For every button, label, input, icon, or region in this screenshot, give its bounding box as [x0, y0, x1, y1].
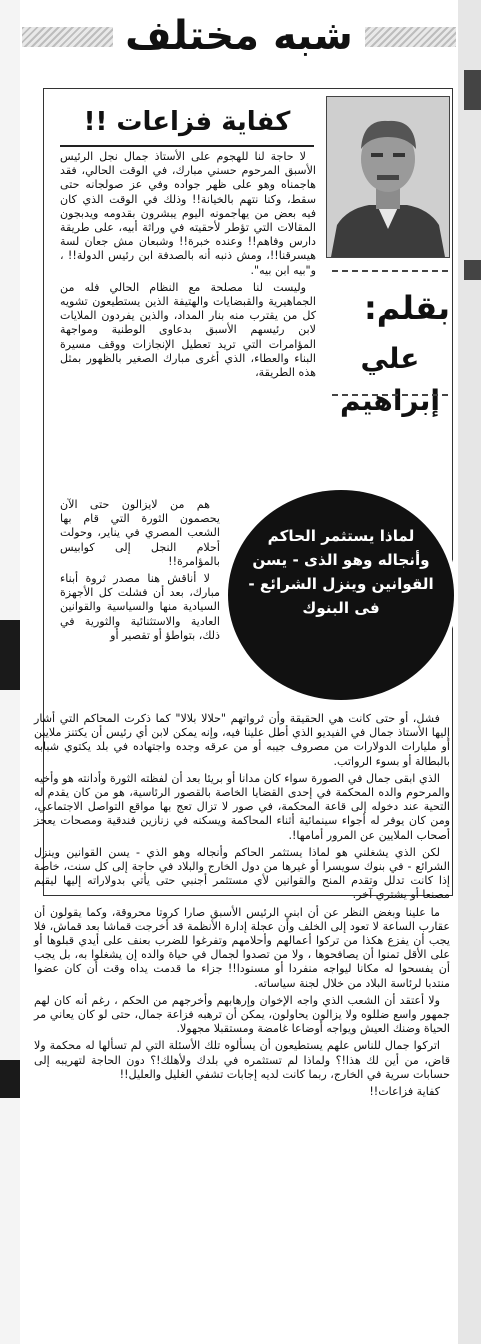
byline-divider: [332, 270, 448, 272]
paragraph: لا حاجة لنا للهجوم على الأستاذ جمال نجل الرئيس الأسبق المرحوم حسني مبارك، في الوقت الحالي، فقد هاجمناه وهو على ظهر جواده وفي عز صولجانه حتى سقط، وكنا نتهم بالخيانة!! وذلك في الوقت الذي كان فيه بعض من يهاجمونه اليوم يبشرون بقدومه ويدبجون المقالات التي تؤطر لأحقيته في وراثة أبيه، على طريقة دارس وفاهم!! وعنده خبرة!! وشبعان مش جعان لسة هيسرقنا!!، ومش ذنبه أنه بالصدفة ابن رئيس الدولة!! ، و"بيه ابن بيه".: [60, 150, 316, 277]
paragraph: وليست لنا مصلحة مع النظام الحالي فله من الجماهيرية والقبضايات والهتيفة الذين يستطيعون تشويه كل من يقترب منه بنار المداد، والذين يفردون الملايات لابن رئيسهم الأسبق بدعاوى الوطنية ومواجهة المؤامرات التي تريد تعطيل الإنجازات ووقف مسيرة البناء والعطاء، الذي أغرى مبارك الصغير بالظهور بمثل هذه الطريقة،: [60, 280, 316, 380]
left-edge-mark: [0, 1060, 20, 1098]
paragraph: ما علينا وبغض النظر عن أن ابني الرئيس الأسبق صارا كروتا محروقة، وكما يقولون أن عقارب الساعة لا تعود إلى الخلف وأن عجلة إدارة الأنظمة قد أخرجت قماشا بعد قماش، فلا يجب أن يفزع هكذا من تركوا أعمالهم وأحلامهم وتفرغوا للضرب بعنف على أيدي قبلوها أو على الأقل تمنوا أن يصافحوها ، ولا من تصدوا لجمال في حياة والده إن يشغلوا به، بل يجب أن يفسحوا له مكانا ليواجه منفردا أو مسنودا!! جزاء ما قدمت يداه وقت أن كان عضوا منتدبا لرئاسة البلاد من خلال لجنة سياساته.: [34, 905, 450, 990]
paragraph: اتركوا جمال للناس علهم يستطيعون أن يسألوه تلك الأسئلة التي لم تسألها له محكمة ولا قاض، من أين لك هذا!؟ ولماذا لم تستثمره في بلدك ولأهلك!؟ دون الحاجة لتهريبه إلى حسابات سرية في الخارج، ربما كانت لديه إجابات تشفي الغليل والعليل!!: [34, 1039, 450, 1081]
author-portrait-icon: [327, 97, 449, 257]
byline-label: بقلم:: [364, 289, 450, 327]
pull-quote: لماذا يستثمر الحاكم وأنجاله وهو الذى - يسن القوانين وينزل الشرائع - فى البنوك: [228, 490, 454, 700]
right-edge-mark: [464, 70, 481, 110]
article-text-top: [60, 150, 316, 383]
paragraph: لا أناقش هنا مصدر ثروة أبناء مبارك، بعد أن فشلت كل الأجهزة السيادية منها والسياسية والقوانين العادية والاستثنائية والثورية في ذلك، بتواطؤ أو تقصير أو: [60, 572, 220, 642]
paragraph: هم من لايزالون حتى الآن يحصمون الثورة التي قام بها الشعب المصري في يناير، وحولت أحلام النجل إلى كوابيس بالمؤامرة!!: [60, 498, 220, 568]
author-photo: [326, 96, 450, 258]
right-edge-mark: [464, 260, 481, 280]
paragraph: فشل، أو حتى كانت هي الحقيقة وأن ثرواتهم "حلالا بلالا" كما ذكرت المحاكم التي أشار إليها الأستاذ جمال في الفيديو الذي أطل علينا فيه، وإنه يمكن لابن أي رئيس أن يكتنز ملايين أو مليارات الدولارات من مصروف جيبه أو من عرقه وجده واجتهاده في بلد يكتوي شبابه بالبطالة أو بسوء الرواتب.: [34, 712, 450, 768]
paragraph: ولا أعتقد أن الشعب الذي واجه الإخوان وإرهابهم وأخرجهم من الحكم ، رغم أنه كان لهم جمهور واسع ضللوه ولا يزالون يحاولون، يمكن أن ترهبه فزاعة جمال، حتى لو كان يعاني مر الحياة وضنك العيش ويواجه أوضاعا غامضة ومستقبلا مجهولا.: [34, 993, 450, 1036]
column-header: [22, 5, 456, 67]
column-title: [22, 5, 456, 67]
column-title-text: شبه مختلف: [113, 13, 365, 59]
right-page-edge: [458, 0, 481, 1344]
paragraph: لكن الذي يشغلني هو لماذا يستثمر الحاكم وأنجاله وهو الذي - يسن القوانين وينزل الشرائع - في بنوك سويسرا أو غيرها من دول الخارج والبلاد في حاجة إلى كل سنت، خاصة إذا كانت تدلل وتقدم المنح والقوانين لأي مستثمر أجنبي حتى يأتي بدولاراته إليها ليقيم مصنعا أو يشتري آخر.: [34, 845, 450, 902]
left-edge-mark: [0, 620, 20, 690]
article-headline: كفاية فزاعات !!: [60, 99, 314, 147]
author-name: علي إبراهيم: [340, 342, 440, 417]
byline-divider: [332, 394, 448, 396]
article-text-body: [34, 712, 450, 1102]
article-text-wrap: [60, 498, 220, 646]
closing-line: كفاية فزاعات!!: [369, 1085, 440, 1099]
paragraph: الذي ابقى جمال في الصورة سواء كان مدانا أو بريئا بعد أن لفظته الثورة وأدانته هو وأخيه والمرحوم والده المحكمة في إحدى القضايا الخاصة بالقصور الرئاسية، هو من كان يقدم له التحية عند دخوله إلى قاعة المحكمة، في صور لا تزال تعج بها مواقع التواصل الاجتماعي، ومن كان يوفر له أجواء سينمائية أثناء المحاكمة ويسكنه في زنازين فندقية ومصحات يعجز أصحاب الملايين عن المرور أمامها!.: [34, 771, 450, 842]
